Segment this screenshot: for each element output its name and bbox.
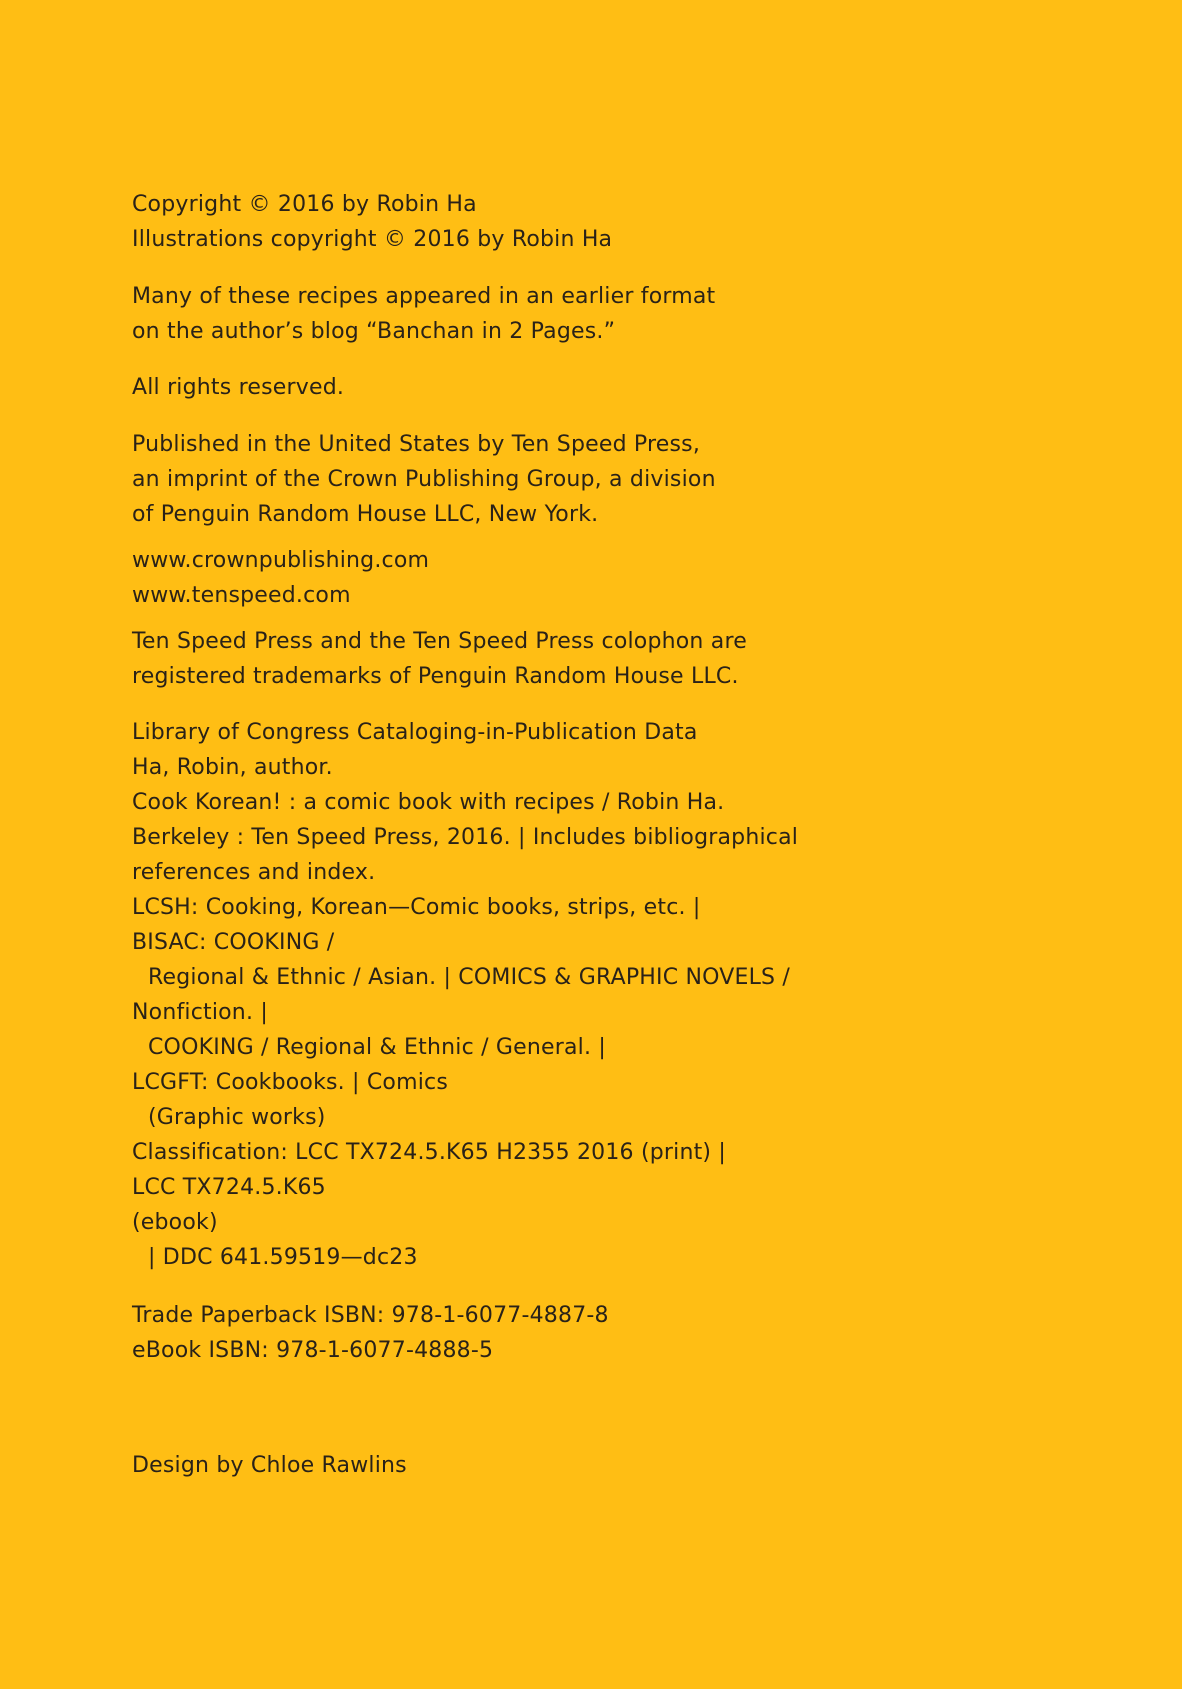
trademark-block: [132, 624, 747, 694]
recipes-note-block: [132, 279, 715, 349]
isbn-line: eBook ISBN: 978-1-6077-4888-5: [132, 1338, 494, 1363]
isbn-line: Trade Paperback ISBN: 978-1-6077-4887-8: [132, 1303, 609, 1328]
cip-line: Cook Korean! : a comic book with recipes / Robin Ha.: [132, 790, 725, 815]
cip-line: LCGFT: Cookbooks. | Comics: [132, 1070, 448, 1095]
cip-line: Library of Congress Cataloging-in-Publication Data: [132, 720, 698, 745]
cip-line: Classification: LCC TX724.5.K65 H2355 2016 (print) |: [132, 1140, 727, 1165]
design-credit-block: [132, 1448, 407, 1483]
cip-line: Berkeley : Ten Speed Press, 2016. | Includes bibliographical: [132, 825, 799, 850]
copyright-page: [132, 0, 1132, 1689]
illustrations-copyright-line: Illustrations copyright © 2016 by Robin Ha: [132, 227, 613, 252]
cip-line: (ebook): [132, 1210, 218, 1235]
cip-line: (Graphic works): [148, 1105, 326, 1130]
websites-block: [132, 543, 429, 613]
copyright-block: [132, 187, 612, 257]
recipes-note-line: on the author’s blog “Banchan in 2 Pages.”: [132, 319, 616, 344]
rights-block: [132, 370, 344, 405]
recipes-note-line: Many of these recipes appeared in an earlier format: [132, 284, 716, 309]
publisher-block: [132, 427, 716, 532]
cip-line: references and index.: [132, 860, 376, 885]
publisher-line: of Penguin Random House LLC, New York.: [132, 502, 599, 527]
trademark-line: Ten Speed Press and the Ten Speed Press colophon are: [132, 629, 747, 654]
copyright-line: Copyright © 2016 by Robin Ha: [132, 192, 477, 217]
design-credit-line: Design by Chloe Rawlins: [132, 1453, 407, 1478]
cip-line: Regional & Ethnic / Asian. | COMICS & GRAPHIC NOVELS /: [148, 965, 791, 990]
trademark-line: registered trademarks of Penguin Random House LLC.: [132, 664, 739, 689]
cip-data-block: [132, 715, 798, 1275]
cip-line: Ha, Robin, author.: [132, 755, 333, 780]
cip-line: LCC TX724.5.K65: [132, 1175, 326, 1200]
publisher-line: an imprint of the Crown Publishing Group, a division: [132, 467, 716, 492]
cip-line: Nonfiction. |: [132, 1000, 268, 1025]
cip-line: COOKING / Regional & Ethnic / General. |: [148, 1035, 606, 1060]
publisher-line: Published in the United States by Ten Speed Press,: [132, 432, 701, 457]
cip-line: | DDC 641.59519—dc23: [148, 1245, 418, 1270]
rights-reserved-line: All rights reserved.: [132, 375, 345, 400]
cip-line: BISAC: COOKING /: [132, 930, 335, 955]
website-link: www.tenspeed.com: [132, 583, 351, 608]
cip-line: LCSH: Cooking, Korean—Comic books, strips, etc. |: [132, 895, 701, 920]
website-link: www.crownpublishing.com: [132, 548, 430, 573]
isbn-block: [132, 1298, 609, 1368]
